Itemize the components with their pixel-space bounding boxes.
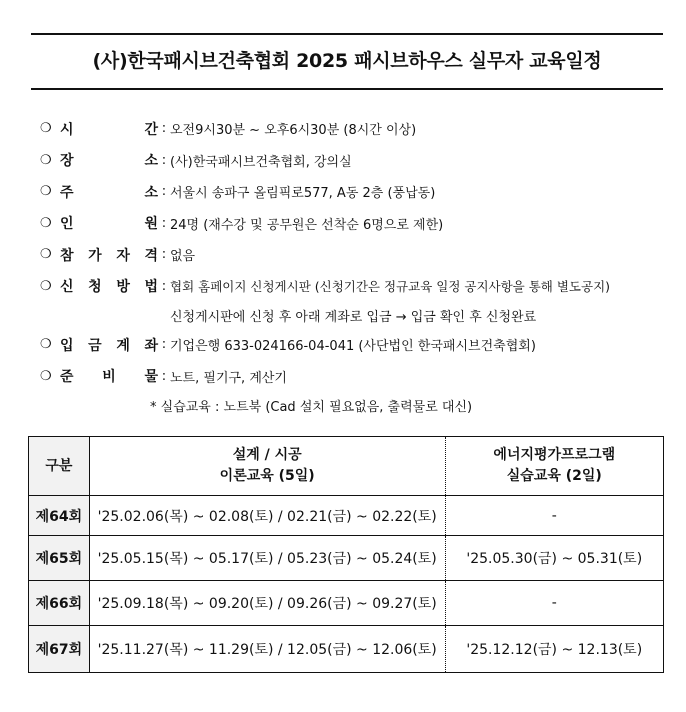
theory-dates-cell: '25.09.18(목) ~ 09.20(토) / 09.26(금) ~ 09.27(토): [89, 581, 445, 626]
info-label: 준 비 물: [60, 369, 158, 386]
colon: :: [161, 152, 167, 168]
bullet-icon: ❍: [40, 247, 52, 263]
practice-dates-cell: -: [445, 581, 663, 626]
info-row-capacity: [40, 208, 670, 240]
info-value: 오전9시30분 ~ 오후6시30분 (8시간 이상): [170, 123, 417, 139]
info-label: 시 간: [60, 121, 158, 138]
info-row-place: [40, 145, 670, 177]
colon: :: [161, 184, 167, 200]
info-row-eligibility: [40, 239, 670, 271]
info-label: 주 소: [60, 184, 158, 201]
theory-dates-cell: '25.05.15(목) ~ 05.17(토) / 05.23(금) ~ 05.24(토): [89, 536, 445, 581]
table-row: [29, 496, 664, 536]
info-value: 기업은행 633-024166-04-041 (사단법인 한국패시브건축협회): [170, 339, 536, 355]
header-practice: 에너지평가프로그램 실습교육 (2일): [445, 437, 663, 496]
info-list: [40, 113, 670, 419]
info-label: 참 가 자 격: [60, 247, 158, 264]
page-title: (사)한국패시브건축협회 2025 패시브하우스 실무자 교육일정: [92, 50, 602, 72]
info-row-address: [40, 176, 670, 208]
round-cell: 제66회: [29, 581, 90, 626]
title-bottom-rule: [31, 88, 663, 90]
round-cell: 제65회: [29, 536, 90, 581]
title-top-rule: [31, 33, 663, 35]
info-label: 입 금 계 좌: [60, 337, 158, 354]
info-value: 협회 홈페이지 신청게시판 (신청기간은 정규교육 일정 공지사항을 통해 별도공지): [170, 279, 611, 295]
info-row-time: [40, 113, 670, 145]
colon: :: [161, 121, 167, 137]
info-row-account: [40, 329, 670, 361]
colon: :: [161, 337, 167, 353]
bullet-icon: ❍: [40, 121, 52, 137]
bullet-icon: ❍: [40, 368, 52, 384]
colon: :: [161, 247, 167, 263]
colon: :: [161, 368, 167, 384]
practice-dates-cell: '25.05.30(금) ~ 05.31(토): [445, 536, 663, 581]
practice-dates-cell: '25.12.12(금) ~ 12.13(토): [445, 626, 663, 673]
header-theory: 설계 / 시공 이론교육 (5일): [89, 437, 445, 496]
info-label: 인 원: [60, 216, 158, 233]
bullet-icon: ❍: [40, 337, 52, 353]
bullet-icon: ❍: [40, 215, 52, 231]
info-label: 장 소: [60, 153, 158, 170]
info-value: 24명 (재수강 및 공무원은 선착순 6명으로 제한): [170, 217, 444, 233]
info-value: 서울시 송파구 올림픽로577, A동 2층 (풍납동): [170, 186, 436, 202]
supplies-note-text: * 실습교육 : 노트북 (Cad 설치 필요없음, 출력물로 대신): [150, 400, 473, 415]
info-row-apply-continuation: [40, 302, 670, 329]
colon: :: [161, 278, 167, 294]
header-round: 구분: [29, 437, 90, 496]
practice-dates-cell: -: [445, 496, 663, 536]
bullet-icon: ❍: [40, 184, 52, 200]
info-row-apply: [40, 271, 670, 303]
info-row-supplies: [40, 361, 670, 393]
table-header-row: [29, 437, 664, 496]
info-value: 없음: [170, 249, 196, 265]
table-row: [29, 536, 664, 581]
schedule-table: [28, 436, 664, 673]
bullet-icon: ❍: [40, 278, 52, 294]
round-cell: 제64회: [29, 496, 90, 536]
table-row: [29, 626, 664, 673]
colon: :: [161, 215, 167, 231]
theory-dates-cell: '25.02.06(목) ~ 02.08(토) / 02.21(금) ~ 02.22(토): [89, 496, 445, 536]
bullet-icon: ❍: [40, 152, 52, 168]
apply-continuation-text: 신청게시판에 신청 후 아래 계좌로 입금 → 입금 확인 후 신청완료: [170, 310, 537, 325]
info-value: (사)한국패시브건축협회, 강의실: [170, 154, 352, 170]
theory-dates-cell: '25.11.27(목) ~ 11.29(토) / 12.05(금) ~ 12.06(토): [89, 626, 445, 673]
info-row-supplies-note: [40, 392, 670, 419]
table-row: [29, 581, 664, 626]
round-cell: 제67회: [29, 626, 90, 673]
info-label: 신 청 방 법: [60, 279, 158, 296]
info-value: 노트, 필기구, 계산기: [170, 370, 287, 386]
